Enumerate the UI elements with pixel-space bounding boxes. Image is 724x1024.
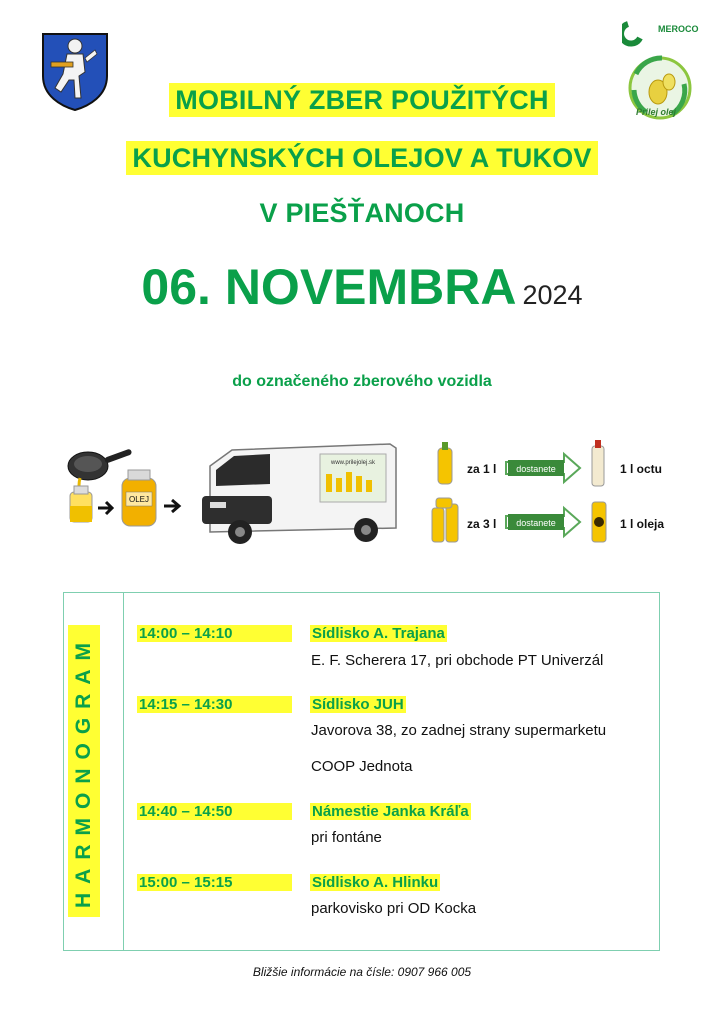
stop-1-time: 14:00 – 14:10	[137, 625, 292, 642]
exchange-arrow-2: dostanete	[516, 518, 556, 528]
exchange-arrow-1: dostanete	[516, 464, 556, 474]
exchange-row-1	[438, 440, 662, 486]
arrow-icon	[164, 500, 179, 512]
meroco-name: MEROCO	[658, 24, 699, 34]
event-date	[0, 258, 724, 316]
collection-van-icon	[202, 444, 396, 544]
date-day-month: 06. NOVEMBRA	[141, 259, 517, 315]
exchange-give-1: za 1 l	[467, 462, 497, 476]
arrow-icon	[98, 502, 112, 514]
schedule-divider	[123, 592, 124, 951]
stop-3-place: Námestie Janka Kráľa	[312, 803, 469, 820]
stop-4-address: parkovisko pri OD Kocka	[311, 900, 477, 917]
exchange-give-2: za 3 l	[467, 517, 497, 531]
title-line-2: KUCHYNSKÝCH OLEJOV A TUKOV	[0, 143, 724, 174]
jar-label: OLEJ	[128, 495, 150, 504]
stop-4-time: 15:00 – 15:15	[137, 874, 292, 891]
stop-2-address-line-2: COOP Jednota	[311, 758, 413, 775]
stop-2-address-line-1: Javorova 38, zo zadnej strany supermarketu	[311, 722, 607, 739]
logo-tagline: Prilej olej	[636, 107, 677, 117]
date-year: 2024	[522, 280, 583, 310]
van-website: www.prilejolej.sk	[330, 460, 376, 466]
title-line-3: V PIEŠŤANOCH	[259, 198, 465, 228]
collection-illustration	[60, 436, 680, 556]
stop-2-time: 14:15 – 14:30	[137, 696, 292, 713]
exchange-get-1: 1 l octu	[620, 462, 663, 476]
used-oil-bottle-icon	[70, 486, 92, 522]
stop-2-place: Sídlisko JUH	[312, 696, 404, 713]
schedule-label: HARMONOGRAM	[68, 625, 100, 917]
contact-footer: Bližšie informácie na čísle: 0907 966 005	[252, 965, 472, 979]
stop-1-address: E. F. Scherera 17, pri obchode PT Univerzál	[311, 652, 604, 669]
stop-1-place: Sídlisko A. Trajana	[312, 625, 445, 642]
stop-3-address: pri fontáne	[311, 829, 382, 846]
stop-3-time: 14:40 – 14:50	[137, 803, 292, 820]
subtitle: do označeného zberového vozidla	[232, 373, 492, 390]
oil-jar-icon	[122, 470, 156, 526]
stop-4-place: Sídlisko A. Hlinku	[312, 874, 439, 891]
exchange-get-2: 1 l oleja	[620, 517, 665, 531]
title-line-1: MOBILNÝ ZBER POUŽITÝCH	[0, 85, 724, 116]
exchange-row-2	[432, 498, 664, 542]
